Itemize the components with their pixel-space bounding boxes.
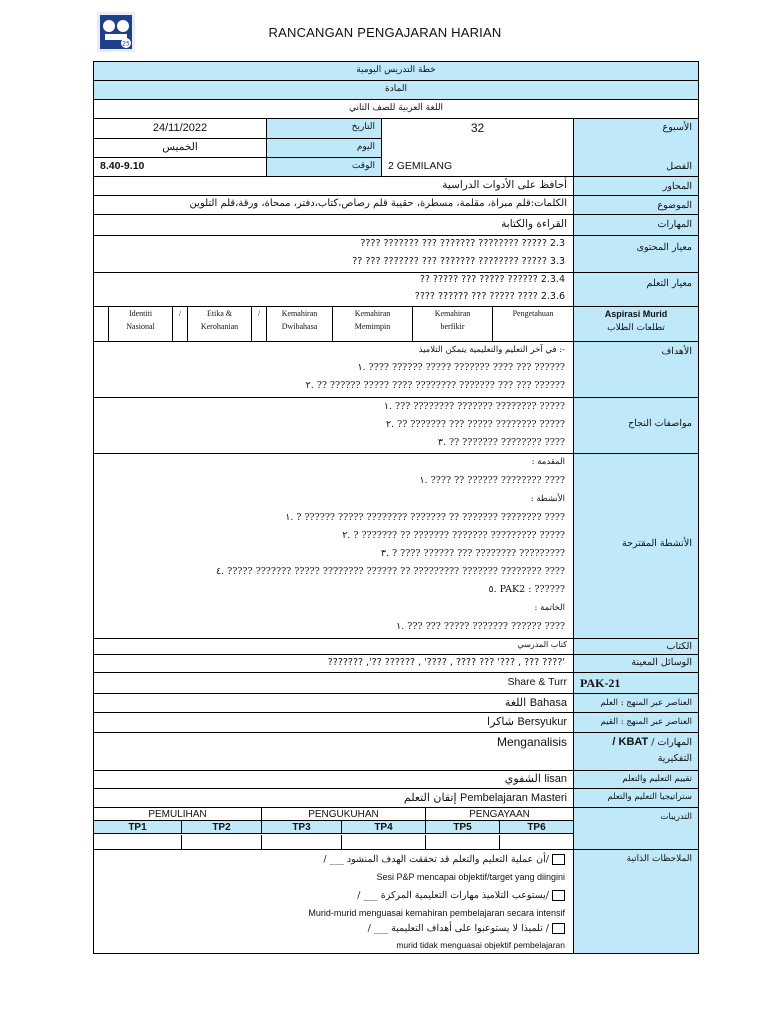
class-value-cell xyxy=(381,158,573,176)
tp-cell-1 xyxy=(94,835,181,849)
strategy-value-ar: إتقان التعلم xyxy=(403,791,457,804)
date-week-row xyxy=(94,119,698,139)
assessment-row xyxy=(94,771,698,789)
reflection-label: الملاحظات الذاتية xyxy=(573,850,698,953)
cross-knowledge-row xyxy=(94,694,698,713)
objectives-intro: في آخر التعليم والتعليمية يتمكن التلاميذ :- xyxy=(418,345,565,355)
plan-title: خطة التدريس اليومية xyxy=(356,65,436,75)
tp-level-3: TP3 xyxy=(261,821,341,834)
reflection-item xyxy=(323,854,565,865)
aspirasi-mark-2: / xyxy=(251,307,266,341)
reflection-text-ar: / ___ أن عملية التعليم والتعلم قد تحققت الهدف المنشود/ xyxy=(323,854,549,865)
cross-knowledge-value xyxy=(505,696,567,709)
class-label: الفصل xyxy=(573,158,698,176)
assessment-value xyxy=(505,772,567,785)
activities-intro-heading: : المقدمة xyxy=(531,457,565,467)
reflection-item xyxy=(357,890,565,901)
activities-label: الأنشطة المقترحة xyxy=(573,454,698,638)
reflection-text-ar: / ___ يستوعب التلاميذ مهارات التعليمية المركزة/ xyxy=(357,890,549,901)
activities-row xyxy=(94,454,698,639)
subject-label-row xyxy=(94,81,698,100)
aids-row xyxy=(94,655,698,673)
activity-item: ٢. ? ??????? ?? ??????? ??????? ????????? ????? xyxy=(342,530,565,541)
day-label: اليوم xyxy=(266,139,381,158)
skills-label: المهارات xyxy=(573,215,698,235)
skills-value: القراءة والكتابة xyxy=(501,218,567,230)
tp-grid xyxy=(94,808,573,849)
subject-label: المادة xyxy=(385,84,407,94)
tp-cell-5 xyxy=(425,835,499,849)
pak21-value: Share & Turr xyxy=(507,676,567,688)
cross-values-value xyxy=(487,715,567,728)
activities-main-heading: : الأنشطة xyxy=(530,494,565,504)
kbat-label-ar-2: التفكيرية xyxy=(657,753,692,764)
tp-group-pengukuhan: PENGUKUHAN xyxy=(261,808,425,821)
assessment-label: تقييم التعليم والتعلم xyxy=(573,771,698,788)
topic-row xyxy=(94,196,698,215)
tp-cell-2 xyxy=(181,835,261,849)
skills-row xyxy=(94,215,698,236)
learning-standard-1: ?? ????? ??? ????? ?????? 2.3.4 xyxy=(419,274,565,285)
tp-cell-6 xyxy=(499,835,573,849)
objective-item: ٢. ?? ?????? ????? ???? ???????? ??????? ??? ??? ?????? xyxy=(305,380,565,391)
tp-cell-4 xyxy=(341,835,425,849)
cross-values-row xyxy=(94,713,698,733)
aids-label: الوسائل المعينة xyxy=(573,655,698,672)
aspirasi-item-etika: Etika & Kerohanian xyxy=(187,307,251,341)
tp-level-6: TP6 xyxy=(499,821,573,834)
time-label: الوقت xyxy=(266,158,381,176)
tp-level-2: TP2 xyxy=(181,821,261,834)
aspirasi-mark-1: / xyxy=(172,307,187,341)
assessment-value-latin: lisan xyxy=(544,773,567,785)
time-class-row xyxy=(94,158,698,177)
time-value-cell xyxy=(94,158,266,176)
aids-value: ??????? ,'?? ?????? , '???? , ???? ??? '??? , ??? ????' xyxy=(327,657,565,668)
learning-standard-2: ???? ?????? ??? ????? ???? 2.3.6 xyxy=(414,291,565,302)
tp-group-pengayaan: PENGAYAAN xyxy=(425,808,573,821)
tp-row xyxy=(94,808,698,850)
subject-value: اللغة العربية للصف الثاني xyxy=(348,103,444,113)
tp-cell-3 xyxy=(261,835,341,849)
activity-item: ٥. PAK2 : ?????? xyxy=(488,584,565,595)
reflection-checkbox[interactable] xyxy=(552,890,565,901)
school-logo xyxy=(97,12,135,52)
day-value-cell xyxy=(94,139,266,158)
document-title: RANCANGAN PENGAJARAN HARIAN xyxy=(268,25,502,40)
learning-standard-row xyxy=(94,273,698,307)
activity-item: ١. ? ?????? ????? ???????? ??????? ?? ??????? ???????? ???? xyxy=(285,512,565,523)
theme-label: المحاور xyxy=(573,177,698,195)
book-row xyxy=(94,639,698,655)
cross-values-label: العناصر عبر المنهج : القيم xyxy=(573,713,698,732)
success-item: ١. ??? ???????? ??????? ???????? ????? xyxy=(383,401,565,412)
kbat-value: Menganalisis xyxy=(496,735,567,749)
content-standard-2: ?? ??? ??????? ??? ??????? ???????? ????? 3.3 xyxy=(352,256,565,267)
aspirasi-item-pengetahuan: Pengetahuan xyxy=(492,307,573,341)
aspirasi-items xyxy=(94,307,573,341)
success-item: ٣. ?? ??????? ???????? ???? xyxy=(437,437,565,448)
activity-item: ٣. ? ???? ?????? ??? ???????? ????????? xyxy=(380,548,565,559)
reflection-checkbox[interactable] xyxy=(552,854,565,865)
content-standard-1: ???? ??????? ??? ??????? ???????? ????? 2.3 xyxy=(360,238,565,249)
reflection-text-ms: Murid-murid menguasai kemahiran pembelajaran secara intensif xyxy=(308,908,565,918)
reflection-text-ms: murid tidak menguasai objektif pembelajaran xyxy=(396,940,565,950)
content-standard-label: معيار المحتوى xyxy=(573,236,698,272)
subject-value-row xyxy=(94,100,698,119)
learning-standard-label: معيار التعلم xyxy=(573,273,698,306)
aspirasi-item-dwibahasa: Kemahiran Dwibahasa xyxy=(266,307,332,341)
objectives-row xyxy=(94,342,698,398)
svg-text:25: 25 xyxy=(122,40,130,48)
activity-item: ٤. ????? ??????? ????? ???????? ?????? ?? ????????? ??????? ???????? ???? xyxy=(215,566,565,577)
aspirasi-label-ar: تطلعات الطلاب xyxy=(607,323,665,333)
aspirasi-row xyxy=(94,307,698,342)
day-row xyxy=(94,139,698,158)
success-criteria-label: مواصفات النجاح xyxy=(573,398,698,453)
objective-item: ١. ???? ?????? ????? ??????? ???? ??? ?????? xyxy=(357,362,565,373)
reflection-text-ar: / ___ تلميذا لا يستوعبوا على أهداف التعليمية / xyxy=(367,923,549,934)
activity-intro-item: ١. ???? ?? ?????? ???????? ???? xyxy=(419,475,565,486)
activities-closing-heading: : الخاتمة xyxy=(534,603,565,613)
strategy-value-latin: Pembelajaran Masteri xyxy=(460,792,567,804)
tp-label: التدريبات xyxy=(573,808,698,849)
aspirasi-item-memimpin: Kemahiran Memimpin xyxy=(332,307,412,341)
tp-group-pemulihan: PEMULIHAN xyxy=(94,808,261,821)
book-label: الكتاب xyxy=(573,639,698,654)
cross-values-value-latin: Bersyukur xyxy=(517,716,567,728)
kbat-label-ar-part: المهارات / xyxy=(648,737,692,748)
cross-knowledge-value-ar: اللغة xyxy=(504,696,527,709)
theme-row xyxy=(94,177,698,196)
reflection-checkbox[interactable] xyxy=(552,923,565,934)
date-value-cell xyxy=(94,119,266,138)
cross-values-value-ar: شاكرا xyxy=(487,715,514,728)
kbat-row xyxy=(94,733,698,771)
reflection-row xyxy=(94,850,698,953)
time-value: 8.40-9.10 xyxy=(100,160,145,172)
content-standard-row xyxy=(94,236,698,273)
week-label: الأسبوع xyxy=(573,119,698,158)
book-value: كتاب المدرسي xyxy=(517,640,567,649)
objectives-label: الأهداف xyxy=(573,342,698,397)
theme-value: أحافظ على الأدوات الدراسية xyxy=(442,179,567,191)
aspirasi-item-berfikir: Kemahiran berfikir xyxy=(412,307,492,341)
kbat-label-latin: KBAT / xyxy=(612,736,649,748)
tp-level-1: TP1 xyxy=(94,821,181,834)
success-item: ٢. ?? ??????? ??? ????? ???????? ????? xyxy=(385,419,565,430)
date-value: 24/11/2022 xyxy=(152,122,208,134)
strategy-row xyxy=(94,789,698,808)
tp-level-5: TP5 xyxy=(425,821,499,834)
pak21-label: PAK-21 xyxy=(573,673,698,693)
topic-label: الموضوع xyxy=(573,196,698,214)
strategy-label: ستراتيجيا التعليم والتعلم xyxy=(573,789,698,807)
class-value: 2 GEMILANG xyxy=(388,160,453,172)
reflection-text-ms: Sesi P&P mencapai objektif/target yang diingini xyxy=(376,872,565,882)
strategy-value xyxy=(404,791,567,804)
week-value: 32 xyxy=(470,121,485,135)
activity-closing-item: ١. ??? ??? ????? ??????? ?????? ???? xyxy=(396,621,565,632)
cross-knowledge-value-latin: Bahasa xyxy=(529,697,567,709)
aspirasi-label-latin: Aspirasi Murid xyxy=(604,309,668,319)
tp-level-4: TP4 xyxy=(341,821,425,834)
plan-title-row xyxy=(94,62,698,81)
cross-knowledge-label: العناصر عبر المنهج : العلم xyxy=(573,694,698,712)
topic-value: الكلمات:قلم مبراة، مقلمة، مسطرة، حقيبة قلم رصاص،كتاب،دفتر، ممحاة، ورقة،قلم التلوين xyxy=(189,198,567,209)
aspirasi-label xyxy=(573,307,698,341)
pak21-row xyxy=(94,673,698,694)
reflection-item xyxy=(368,923,565,934)
kbat-label-line xyxy=(580,736,692,748)
date-label: التاريخ xyxy=(266,119,381,138)
success-criteria-row xyxy=(94,398,698,454)
kbat-label xyxy=(573,733,698,770)
assessment-value-ar: الشفوي xyxy=(504,772,541,785)
aspirasi-item-identiti: Identiti Nasional xyxy=(108,307,172,341)
lesson-plan-table xyxy=(93,61,699,954)
day-value: الخميس xyxy=(162,141,198,153)
